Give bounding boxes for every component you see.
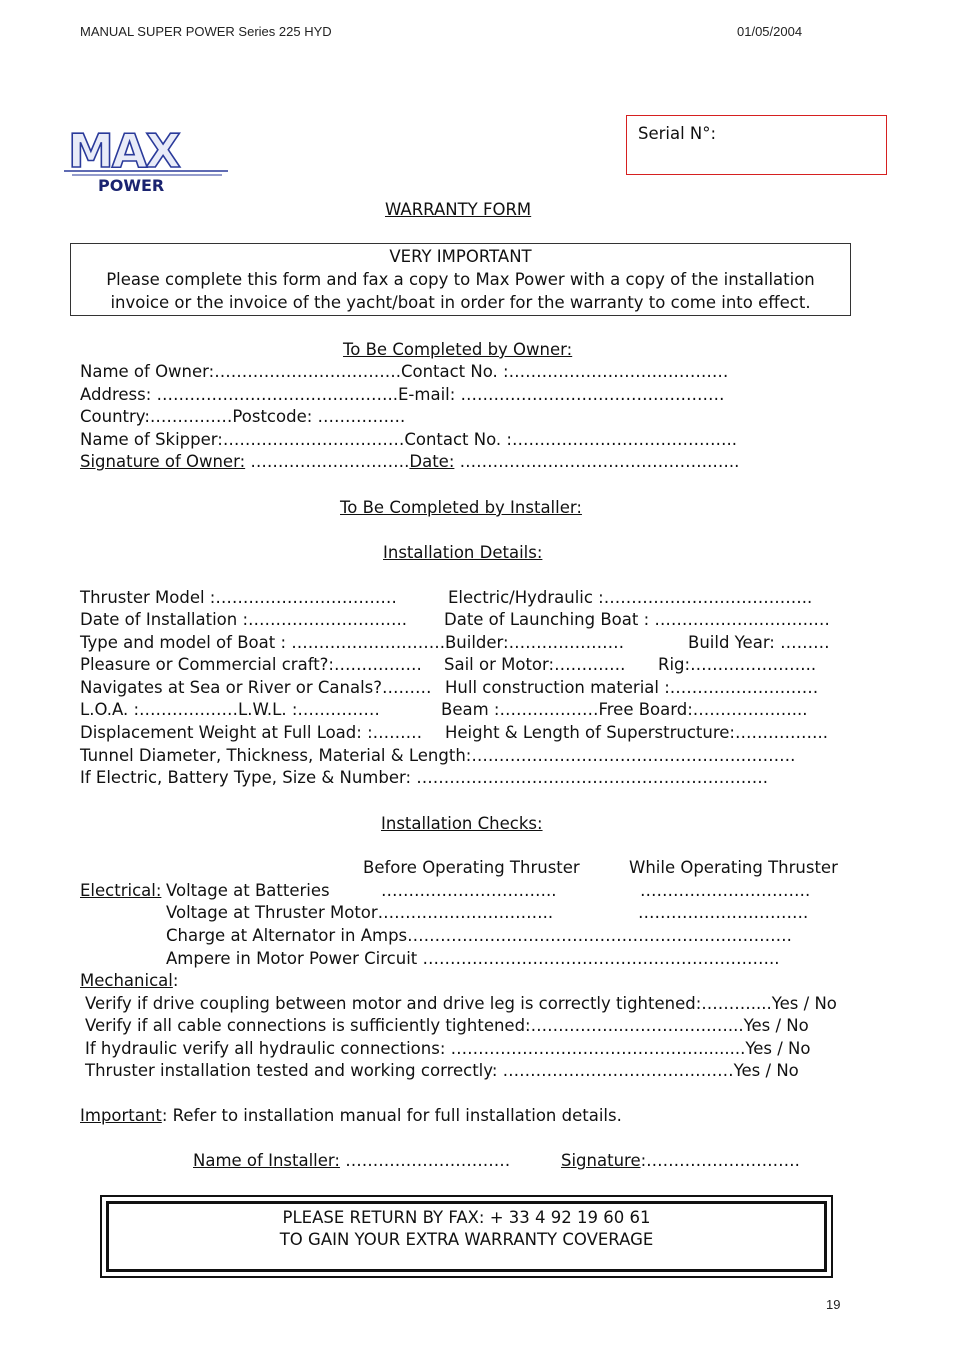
installation-date-field[interactable]: Date of Installation :………………………..	[80, 610, 408, 629]
installer-signature-row[interactable]	[561, 1150, 800, 1172]
voltage-motor-before-field[interactable]: Voltage at Thruster Motor…………………………..	[166, 903, 554, 922]
drive-coupling-check[interactable]: Verify if drive coupling between motor and drive leg is correctly tightened:………....Yes / No	[85, 994, 837, 1013]
build-year-field[interactable]: Build Year: ………	[688, 633, 830, 652]
logo-text-bottom: POWER	[98, 176, 165, 195]
important-note-text: : Refer to installation manual for full installation details.	[161, 1106, 622, 1125]
owner-date-dots: ……………………………………….…..	[454, 452, 740, 471]
installer-signature-label: Signature	[561, 1151, 641, 1170]
hydraulic-connections-check[interactable]: If hydraulic verify all hydraulic connections: ……………………………………….........Yes / No	[85, 1039, 811, 1058]
navigation-area-field[interactable]: Navigates at Sea or River or Canals?………	[80, 678, 432, 697]
sail-motor-field[interactable]: Sail or Motor:………….	[444, 655, 626, 674]
owner-signature-label: Signature of Owner:	[80, 452, 246, 471]
manual-title: MANUAL SUPER POWER Series 225 HYD	[80, 24, 332, 39]
owner-date-label: Date:	[409, 452, 455, 471]
owner-name-field[interactable]: Name of Owner:…………………………….Contact No. :……………………….…………	[80, 362, 729, 381]
installer-name-row[interactable]	[193, 1150, 510, 1172]
important-line-2: invoice or the invoice of the yacht/boat in order for the warranty to come into effect.	[110, 293, 811, 312]
superstructure-field[interactable]: Height & Length of Superstructure:……………..	[445, 723, 828, 742]
hull-material-field[interactable]: Hull construction material :………………………	[445, 678, 819, 697]
owner-country-field[interactable]: Country:……………Postcode: …………….	[80, 407, 406, 426]
installation-tested-check[interactable]: Thruster installation tested and working correctly: ……………………………………Yes / No	[85, 1061, 799, 1080]
voltage-motor-while-field[interactable]: ………………………….	[638, 903, 809, 922]
installer-heading: To Be Completed by Installer:	[340, 498, 582, 517]
serial-label: Serial N°:	[638, 124, 717, 143]
page-number: 19	[826, 1297, 841, 1312]
voltage-batteries-label: Voltage at Batteries	[166, 881, 330, 900]
battery-field[interactable]: If Electric, Battery Type, Size & Number: ……………………………………………………….	[80, 768, 769, 787]
fax-line-1: PLEASE RETURN BY FAX: + 33 4 92 19 60 61	[282, 1208, 651, 1227]
col-before-operating: Before Operating Thruster	[363, 858, 580, 877]
fax-line-2: TO GAIN YOUR EXTRA WARRANTY COVERAGE	[279, 1230, 654, 1249]
tunnel-field[interactable]: Tunnel Diameter, Thickness, Material & Length:………………………………………….……….	[80, 746, 796, 765]
displacement-field[interactable]: Displacement Weight at Full Load: :………	[80, 723, 423, 742]
owner-signature-row[interactable]	[80, 451, 739, 473]
launching-date-field[interactable]: Date of Launching Boat : ……………….……….…	[444, 610, 830, 629]
boat-type-builder-field[interactable]: Type and model of Boat : ……………………….Builder:…………………	[80, 633, 625, 652]
motor-ampere-field[interactable]: Ampere in Motor Power Circuit ………………………………………………………..	[166, 949, 780, 968]
installer-name-dots: …………………………	[339, 1151, 511, 1170]
col-while-operating: While Operating Thruster	[629, 858, 838, 877]
beam-freeboard-field[interactable]: Beam :………………Free Board:………………...	[441, 700, 808, 719]
owner-address-field[interactable]: Address: ……………………………………..E-mail: …………………………………………	[80, 385, 725, 404]
loa-lwl-field[interactable]: L.O.A. :………………L.W.L. :……………	[80, 700, 380, 719]
mechanical-label-row: Mechanical:	[80, 971, 179, 990]
cable-connections-check[interactable]: Verify if all cable connections is sufficiently tightened:……………..…………….…...Yes / No	[85, 1016, 809, 1035]
important-note-label: Important	[80, 1106, 162, 1125]
logo-text-top: MAX	[68, 125, 180, 178]
craft-type-field[interactable]: Pleasure or Commercial craft?:…………….	[80, 655, 422, 674]
mechanical-label: Mechanical	[80, 971, 173, 990]
electric-hydraulic-field[interactable]: Electric/Hydraulic :………………………………..	[448, 588, 813, 607]
installation-checks-heading: Installation Checks:	[381, 814, 543, 833]
form-title: WARRANTY FORM	[385, 200, 532, 219]
owner-signature-dots: ………….…………….	[245, 452, 410, 471]
installation-details-heading: Installation Details:	[383, 543, 543, 562]
important-line-1: Please complete this form and fax a copy to Max Power with a copy of the installation	[106, 270, 815, 289]
rig-field[interactable]: Rig:…………………..	[658, 655, 817, 674]
skipper-name-field[interactable]: Name of Skipper:……………………………Contact No. :…………………………………..	[80, 430, 737, 449]
important-note	[80, 1105, 622, 1127]
max-power-logo	[52, 106, 222, 195]
voltage-batteries-while-field[interactable]: ………………………….	[640, 881, 811, 900]
important-heading: VERY IMPORTANT	[389, 247, 532, 266]
electrical-label: Electrical:	[80, 881, 162, 900]
installer-signature-dots: :……………………….	[640, 1151, 800, 1170]
voltage-batteries-before-field[interactable]: …………………………..	[381, 881, 557, 900]
installer-name-label: Name of Installer:	[193, 1151, 340, 1170]
owner-heading: To Be Completed by Owner:	[343, 340, 573, 359]
alternator-charge-field[interactable]: Charge at Alternator in Amps…………………………………………………………….	[166, 926, 792, 945]
thruster-model-field[interactable]: Thruster Model :……………………………	[80, 588, 397, 607]
header-date: 01/05/2004	[737, 24, 803, 39]
